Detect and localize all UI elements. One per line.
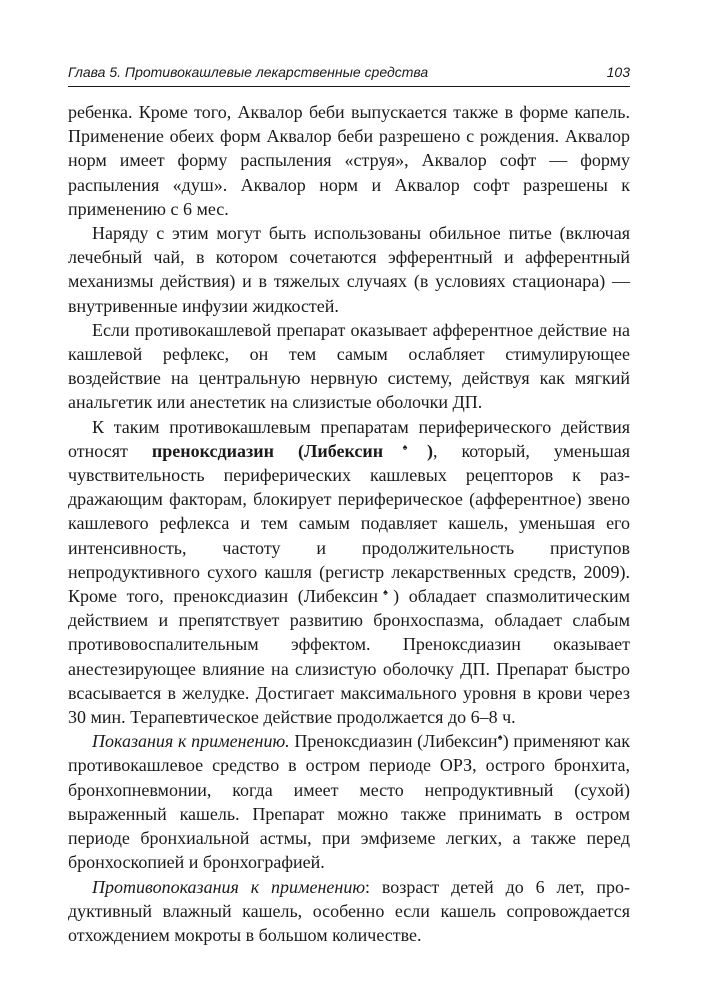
body-text [68,100,630,947]
paragraph-4-text-1: К таким противокашлевым препаратам периферического действия относят [68,416,630,461]
paragraph-5-text-2: ) применяют как противокашлевое средство в остром периоде ОРЗ, острого бронхита, бронхопневмонии, когда имеет место непродуктивный (сухой) выраженный кашель. Препарат можно также принимать в остром периоде бронхиальной астмы, при эмфиземе легких, а также перед бронхоскопией и бронхографией. [68,731,630,873]
page-number: 103 [606,64,630,80]
drug-name-text: преноксдиазин (Либексин [151,440,384,461]
header-rule [68,86,630,87]
paragraph-6-text-1: : возраст детей до 6 лет, продуктивный влажный кашель, особенно если кашель сопровождается отхождением мокроты в большом количестве. [68,876,630,945]
drug-name [152,441,433,461]
contraindications-heading: Противопоказания к применению [92,876,366,897]
running-header [68,62,630,84]
paragraph-5 [68,729,630,874]
paragraph-1: ребенка. Кроме того, Аквалор беби выпускается также в форме капель. Применение обеих форм Аквалор беби разрешено с рождения. Аквалор норм имеет форму распыления «струя», Аквалор софт — форму распыления «душ». Аквалор норм и Аквалор софт разрешены к применению с 6 мес. [68,102,630,219]
brand-mark-icon: ♠ [378,587,394,598]
indications-heading: Показания к применению. [92,731,290,752]
paragraph-6 [68,875,630,948]
chapter-title: Глава 5. Противокашлевые лекарственные средства [68,64,429,80]
paragraph-2: Наряду с этим могут быть использованы обильное питье (включая лечебный чай, в котором сочетаются эфферентный и афферентный механизмы действия) и в тяжелых случаях (в условиях стационара) — внутривенные инфузии жидкостей. [68,223,630,316]
brand-mark-icon: ♠ [383,441,427,452]
paragraph-4-text-3: ) обладает спазмолитическим действием и препятствует развитию бронхоспазма, обладает слабым противовоспалительным эффектом. Преноксдиазин оказывает анестезирующее влияние на слизистую оболочку ДП. Препарат быстро всасывается в желудке. Достигает максимального уровня в крови через 30 мин. Терапевтическое действие продолжается до 6–8 ч. [68,586,631,728]
paragraph-5-text-1: Преноксдиазин (Либексин [289,731,498,752]
brand-mark-icon: ♠ [497,732,503,743]
paragraph-3: Если противокашлевой препарат оказывает афферентное действие на кашлевой рефлекс, он тем самым ослабляет стимулирующее воздействие на центральную нервную систему, действуя как мягкий анальгетик или анестетик на слизистые оболочки ДП. [68,319,630,413]
paragraph-4-text-2: , который, уменьшая чувствительность периферических кашлевых рецепторов к раздражающим факторам, блокирует периферическое (афферентное) звено кашлевого рефлекса и тем самым подавляет кашель, уменьшая его интенсивность, частоту и продолжительность приступов непродуктивного сухого кашля (регистр лекарственных средств, 2009). Кроме того, преноксдиазин (Либексин [68,440,630,607]
drug-name-close: ) [426,440,433,461]
paragraph-4 [68,415,630,730]
